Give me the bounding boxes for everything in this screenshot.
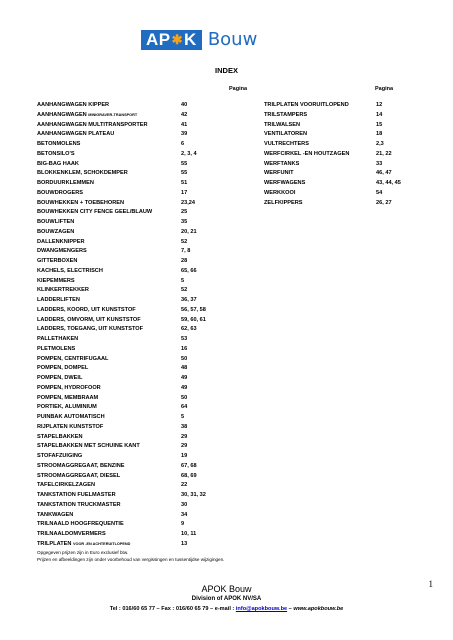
index-item-name <box>264 131 376 138</box>
index-row <box>37 268 206 278</box>
index-item-name <box>37 443 181 450</box>
index-item-page: 65, 66 <box>181 267 197 274</box>
index-item-name <box>37 473 181 480</box>
index-item-sublabel: VOOR -EN ACHTERUITLOPEND <box>72 541 131 546</box>
index-row <box>37 180 206 190</box>
index-item-label: BLOKKENKLEM, SCHOKDEMPER <box>37 170 128 177</box>
index-row <box>37 414 206 424</box>
index-row <box>264 161 401 171</box>
index-row <box>37 317 206 327</box>
index-item-label: WERFCIRKEL -EN HOUTZAGEN <box>264 150 350 157</box>
logo-brand-box <box>141 30 202 50</box>
index-item-label: LADDERLIFTEN <box>37 297 80 303</box>
index-item-name <box>37 512 181 519</box>
index-item-page: 43, 44, 45 <box>376 180 401 186</box>
index-item-page: 23,24 <box>181 199 195 206</box>
page-title: INDEX <box>215 66 238 75</box>
apok-bouw-logo <box>141 30 257 50</box>
index-row <box>37 492 206 502</box>
index-item-name <box>37 307 181 314</box>
index-item-page: 62, 63 <box>181 326 197 333</box>
index-row <box>264 190 401 200</box>
index-row <box>37 356 206 366</box>
index-item-name <box>37 482 181 489</box>
footer-division: Division of APOK NV/SA <box>191 596 262 602</box>
index-item-name <box>37 102 181 109</box>
index-item-page: 46, 47 <box>376 170 392 177</box>
note-line: Prijzen en afbeeldingen zijn onder voorbehoud van vergissingen en tussentijdse wijzigingen. <box>37 556 225 562</box>
note-line: Opgegeven prijzen zijn in Euro exclusief btw. <box>37 550 129 555</box>
index-item-label: TANKSTATION FUELMASTER <box>37 492 116 498</box>
index-item-name <box>264 141 376 148</box>
index-item-page: 21, 22 <box>376 150 392 157</box>
index-item-label: POMPEN, HYDROFOOR <box>37 384 101 391</box>
index-item-page: 59, 60, 61 <box>181 316 206 323</box>
index-item-name <box>37 502 181 509</box>
index-item-page: 55 <box>181 160 188 167</box>
index-item-page: 9 <box>181 521 185 528</box>
index-item-name <box>37 385 181 392</box>
index-item-page: 10, 11 <box>181 531 197 537</box>
index-row <box>37 531 206 541</box>
index-item-label: TAFELCIRKELZAGEN <box>37 482 96 489</box>
index-item-page: 30, 31, 32 <box>181 492 206 498</box>
index-item-page: 26, 27 <box>376 199 392 206</box>
index-row <box>37 287 206 297</box>
index-item-name <box>37 161 181 168</box>
index-item-label: BOUWLIFTEN <box>37 219 75 225</box>
index-item-name <box>37 424 181 431</box>
index-item-name <box>37 131 181 138</box>
index-item-name <box>37 356 181 363</box>
index-item-name <box>264 180 376 187</box>
logo-word: Bouw <box>207 29 258 50</box>
index-item-name <box>37 287 181 294</box>
index-row <box>37 375 206 385</box>
index-item-name <box>37 278 181 285</box>
footer-phone-fax: Tel : 016/60 65 77 – Fax : 016/60 65 79 – e-mail : <box>109 606 236 612</box>
index-item-page: 35 <box>181 219 188 225</box>
index-item-name <box>37 531 181 538</box>
index-item-name <box>37 434 181 441</box>
index-item-name <box>37 317 181 324</box>
index-item-label: POMPEN, DWEIL <box>37 375 83 381</box>
index-item-page: 16 <box>181 345 188 352</box>
index-row <box>37 131 206 141</box>
index-row <box>37 512 206 522</box>
index-row <box>37 482 206 492</box>
index-item-label: PUINBAK AUTOMATISCH <box>37 414 105 420</box>
index-item-page: 50 <box>181 355 188 362</box>
index-item-page: 2, 3, 4 <box>181 150 197 157</box>
index-item-page: 33 <box>376 160 383 167</box>
index-item-page: 12 <box>376 102 383 108</box>
index-item-page: 54 <box>376 189 383 196</box>
index-item-name <box>37 258 181 265</box>
index-item-page: 34 <box>181 511 188 518</box>
index-item-name <box>37 248 181 255</box>
logo-brand-k: K <box>184 30 197 49</box>
index-row <box>37 336 206 346</box>
index-item-label: STAPELBAKKEN <box>37 433 83 440</box>
index-item-page: 38 <box>181 423 188 430</box>
index-item-label: TRILNAALDOMVERMERS <box>37 531 106 537</box>
index-item-name <box>264 190 376 197</box>
index-item-page: 41 <box>181 121 188 128</box>
index-item-label: KACHELS, ELECTRISCH <box>37 267 103 274</box>
index-row <box>264 170 401 180</box>
index-item-label: LADDERS, TOEGANG, UIT KUNSTSTOF <box>37 326 144 333</box>
index-item-label: WERFUNIT <box>264 170 294 177</box>
index-item-name <box>37 268 181 275</box>
index-item-label: PORTIEK, ALUMINIUM <box>37 404 97 411</box>
index-row <box>37 200 206 210</box>
index-row <box>264 112 401 122</box>
index-row <box>37 278 206 288</box>
index-item-label: TRILWALSEN <box>264 121 301 128</box>
index-item-page: 49 <box>181 375 188 381</box>
index-item-name <box>37 336 181 343</box>
index-item-name <box>37 209 181 216</box>
index-item-label: POMPEN, DOMPEL <box>37 365 89 372</box>
index-row <box>264 200 401 210</box>
index-item-label: STROOMAGGREGAAT, DIESEL <box>37 472 121 479</box>
index-item-sublabel: MINIGRAVER-TRANSPORT <box>88 112 138 117</box>
index-item-page: 6 <box>181 141 185 147</box>
index-item-name <box>37 453 181 460</box>
index-item-page: 5 <box>181 277 185 284</box>
index-item-name <box>37 492 181 499</box>
index-item-label: BOUWHEKKEN + TOEBEHOREN <box>37 199 125 206</box>
index-row <box>37 161 206 171</box>
index-item-label: WERFWAGENS <box>264 180 306 186</box>
index-row <box>37 219 206 229</box>
index-item-label: BORDUURKLEMMEN <box>37 180 94 186</box>
index-item-label: STAPELBAKKEN MET SCHUINE KANT <box>37 443 140 450</box>
index-item-name <box>37 326 181 333</box>
index-item-label: AANHANGWAGEN KIPPER <box>37 102 110 108</box>
index-row <box>37 151 206 161</box>
index-item-name <box>37 229 181 236</box>
index-item-page: 52 <box>181 238 188 245</box>
index-row <box>37 385 206 395</box>
index-item-label: AANHANGWAGEN <box>37 111 89 118</box>
index-item-page: 40 <box>181 102 188 108</box>
index-item-name <box>37 463 181 470</box>
index-item-label: BOUWDROGERS <box>37 189 83 196</box>
index-item-page: 14 <box>376 111 383 118</box>
index-row <box>37 443 206 453</box>
logo-star-icon: ✱ <box>171 32 184 47</box>
index-row <box>37 190 206 200</box>
index-item-name <box>37 395 181 402</box>
index-item-name <box>37 365 181 372</box>
index-row <box>37 112 206 122</box>
index-item-label: KLINKERTREKKER <box>37 287 89 294</box>
footer-company: APOK Bouw <box>201 584 252 594</box>
index-item-label: WERFTANKS <box>264 160 300 167</box>
index-item-name <box>37 200 181 207</box>
index-row <box>37 209 206 219</box>
index-row <box>37 395 206 405</box>
index-item-page: 28 <box>181 258 188 264</box>
index-item-name <box>37 219 181 226</box>
index-row <box>37 521 206 531</box>
index-item-label: GITTERBOXEN <box>37 258 78 264</box>
index-row <box>37 453 206 463</box>
index-row <box>37 463 206 473</box>
index-item-page: 2,3 <box>376 141 384 147</box>
index-row <box>37 346 206 356</box>
index-item-label: STROOMAGGREGAAT, BENZINE <box>37 462 125 469</box>
index-item-name <box>37 346 181 353</box>
index-item-page: 39 <box>181 131 188 138</box>
index-item-label: BOUWZAGEN <box>37 228 75 235</box>
index-item-name <box>37 112 181 119</box>
index-item-name <box>37 122 181 129</box>
index-row <box>37 307 206 317</box>
index-item-label: POMPEN, MEMBRAAM <box>37 394 99 401</box>
index-item-page: 5 <box>181 414 185 420</box>
index-item-label: VENTILATOREN <box>264 131 307 138</box>
index-item-label: BETONSILO'S <box>37 150 75 157</box>
index-item-page: 67, 68 <box>181 462 197 469</box>
index-row <box>37 297 206 307</box>
index-row <box>37 424 206 434</box>
index-row <box>264 141 401 151</box>
index-item-page: 36, 37 <box>181 297 197 303</box>
index-row <box>264 131 401 141</box>
index-item-page: 13 <box>181 540 188 547</box>
index-row <box>37 248 206 258</box>
index-right-column <box>264 102 401 209</box>
index-item-name <box>37 239 181 246</box>
index-item-label: VULTRECHTERS <box>264 141 309 147</box>
index-item-page: 50 <box>181 394 188 401</box>
index-item-page: 55 <box>181 170 188 177</box>
index-row <box>264 151 401 161</box>
index-left-column <box>37 102 206 551</box>
index-item-label: TRILPLATEN VOORUITLOPEND <box>264 102 349 108</box>
index-item-label: POMPEN, CENTRIFUGAAL <box>37 355 109 362</box>
index-item-page: 49 <box>181 384 188 391</box>
index-item-name <box>37 375 181 382</box>
index-row <box>264 180 401 190</box>
index-item-label: TRILPLATEN <box>37 540 73 547</box>
index-item-label: WERKKOOI <box>264 189 296 196</box>
index-row <box>37 239 206 249</box>
index-item-label: DWANGMENGERS <box>37 248 87 255</box>
index-item-label: BIG-BAG HAAK <box>37 160 79 167</box>
index-item-name <box>264 200 376 207</box>
index-item-name <box>37 404 181 411</box>
index-item-label: PLETMOLENS <box>37 345 76 352</box>
index-item-label: RIJPLATEN KUNSTSTOF <box>37 423 104 430</box>
index-item-label: PALLETHAKEN <box>37 336 79 342</box>
index-row <box>37 141 206 151</box>
email-link[interactable]: info@apokbouw.be <box>235 606 288 612</box>
index-item-name <box>37 297 181 304</box>
index-row <box>37 326 206 336</box>
index-item-page: 48 <box>181 365 188 372</box>
index-row <box>37 102 206 112</box>
index-item-page: 15 <box>376 121 383 128</box>
index-item-page: 22 <box>181 482 188 489</box>
index-item-page: 42 <box>181 111 188 118</box>
index-row <box>37 473 206 483</box>
index-item-page: 18 <box>376 131 383 138</box>
index-row <box>37 434 206 444</box>
index-item-page: 52 <box>181 287 188 294</box>
index-row <box>37 229 206 239</box>
index-item-name <box>37 170 181 177</box>
index-item-page: 20, 21 <box>181 228 197 235</box>
index-item-name <box>264 161 376 168</box>
index-item-label: AANHANGWAGEN MULTITRANSPORTER <box>37 121 148 128</box>
index-item-label: STOFAFZUIGING <box>37 453 83 459</box>
price-notes <box>37 550 224 563</box>
index-item-label: AANHANGWAGEN PLATEAU <box>37 131 115 138</box>
index-item-name <box>37 190 181 197</box>
index-row <box>37 365 206 375</box>
index-item-label: LADDERS, KOORD, UIT KUNSTSTOF <box>37 306 136 313</box>
index-item-label: TRILSTAMPERS <box>264 111 308 118</box>
index-item-label: TANKWAGEN <box>37 511 74 518</box>
index-item-name <box>264 170 376 177</box>
index-item-label: TRILNAALD HOOGFREQUENTIE <box>37 521 124 528</box>
index-item-page: 51 <box>181 180 188 186</box>
index-row <box>37 502 206 512</box>
index-item-label: BOUWHEKKEN CITY FENCE GEEL/BLAUW <box>37 209 153 216</box>
right-page-column-header: Pagina <box>375 86 394 92</box>
index-item-label: LADDERS, OMVORM, UIT KUNSTSTOF <box>37 316 141 323</box>
index-item-page: 19 <box>181 453 188 459</box>
website-link[interactable]: www.apokbouw.be <box>293 606 344 612</box>
index-item-name <box>37 414 181 421</box>
index-item-label: DALLENKNIPPER <box>37 238 85 245</box>
index-item-page: 29 <box>181 443 188 450</box>
index-item-page: 68, 69 <box>181 472 197 479</box>
index-row <box>264 122 401 132</box>
index-item-name <box>264 112 376 119</box>
index-row <box>37 258 206 268</box>
index-item-page: 7, 8 <box>181 248 191 255</box>
index-item-page: 64 <box>181 404 188 411</box>
index-item-name <box>37 180 181 187</box>
index-item-page: 17 <box>181 189 188 196</box>
index-row <box>37 404 206 414</box>
index-row <box>37 122 206 132</box>
index-item-page: 29 <box>181 433 188 440</box>
logo-brand-a: AP <box>146 30 171 49</box>
index-item-name <box>264 151 376 158</box>
page-number: 1 <box>428 579 433 589</box>
left-page-column-header: Pagina <box>229 86 248 92</box>
index-item-label: BETONMOLENS <box>37 141 81 147</box>
index-item-name <box>37 151 181 158</box>
index-item-name <box>264 122 376 129</box>
index-item-name <box>37 521 181 528</box>
index-row <box>37 170 206 180</box>
index-row <box>264 102 401 112</box>
footer-separator: – <box>287 606 294 612</box>
index-item-name <box>37 541 181 548</box>
index-item-page: 25 <box>181 209 188 216</box>
index-item-label: ZELFKIPPERS <box>264 199 303 206</box>
footer-contact <box>0 606 453 612</box>
index-item-page: 56, 57, 58 <box>181 306 206 313</box>
index-item-label: KIEPEMMERS <box>37 277 75 284</box>
index-item-label: TANKSTATION TRUCKMASTER <box>37 501 121 508</box>
index-item-name <box>264 102 376 109</box>
index-item-name <box>37 141 181 148</box>
index-item-page: 53 <box>181 336 188 342</box>
index-item-page: 30 <box>181 501 188 508</box>
